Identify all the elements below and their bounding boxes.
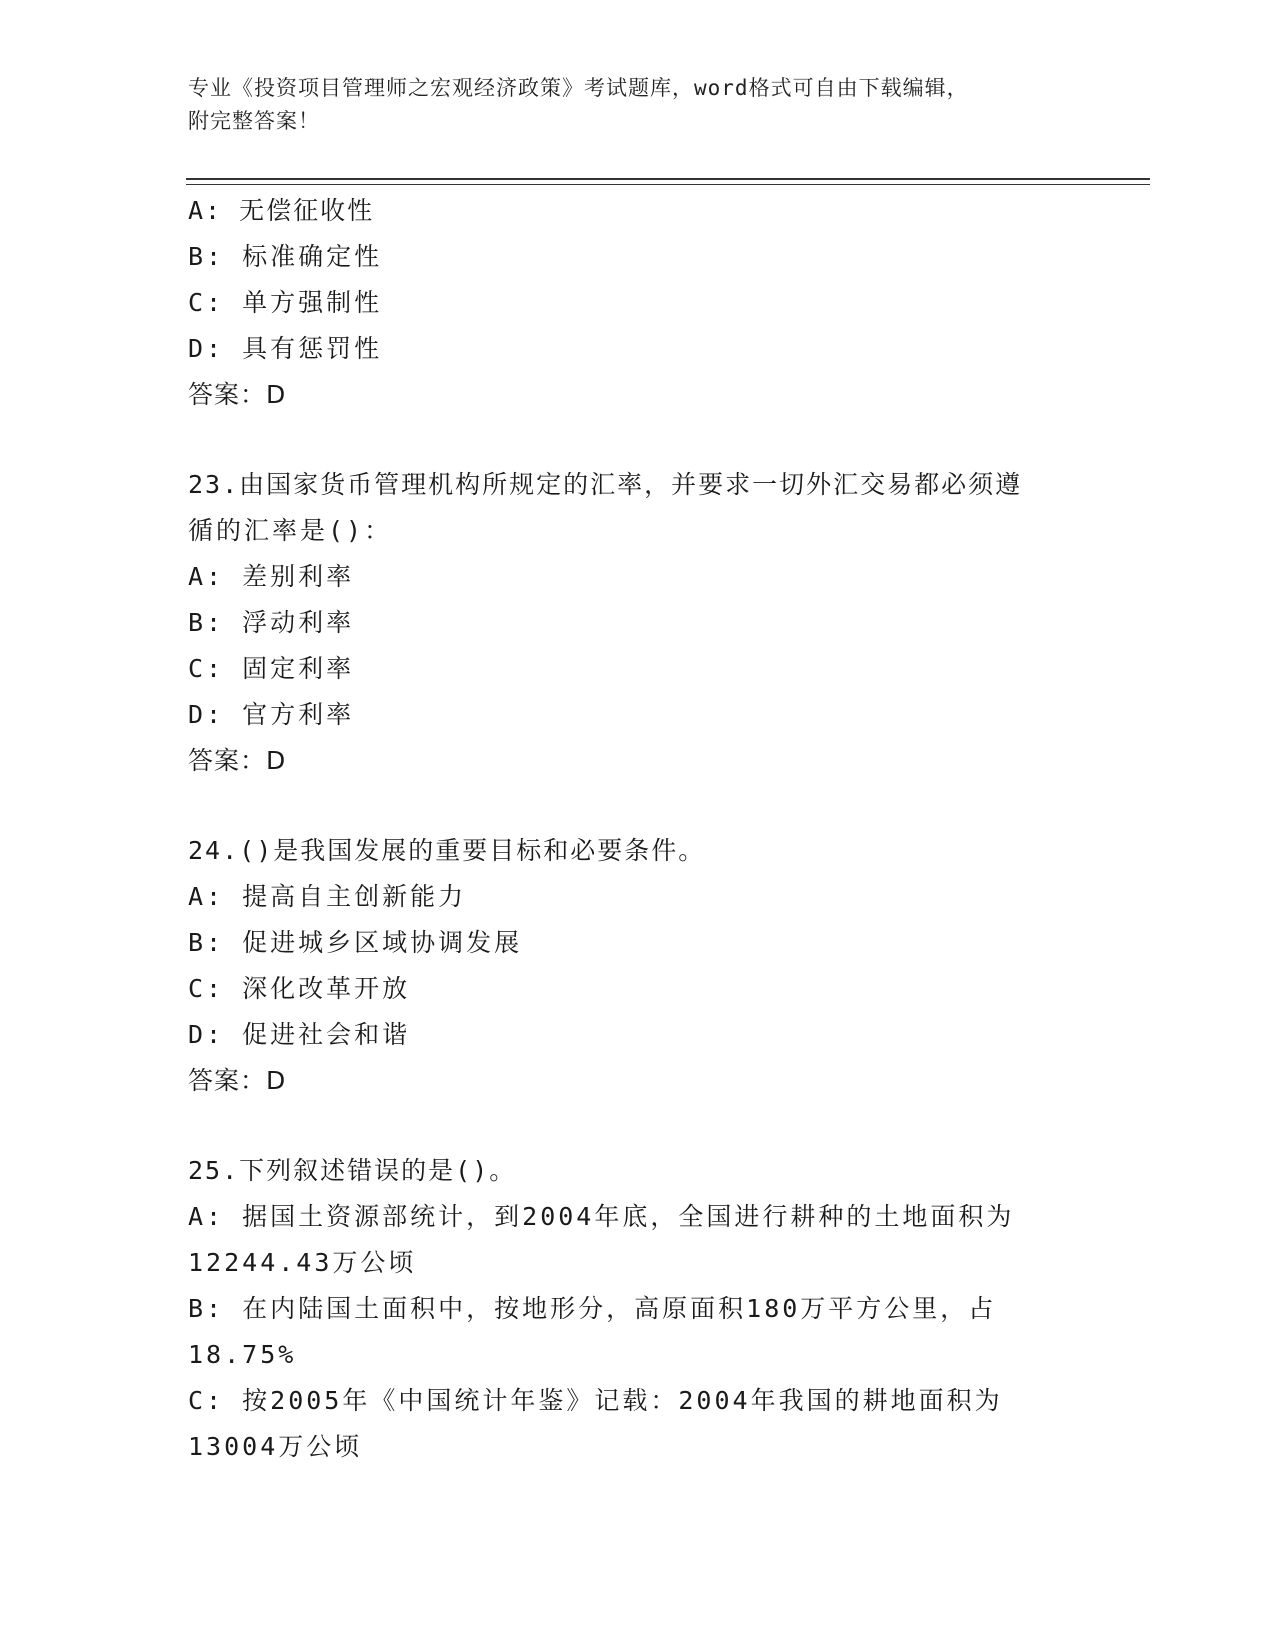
spacer [188,784,1088,828]
option-b: B: 促进城乡区域协调发展 [188,928,523,957]
question-25 [188,1148,1088,1470]
option-c-continued: 13004万公顷 [188,1432,363,1461]
question-stem-continued: 循的汇率是()： [188,516,393,545]
option-a: A: 提高自主创新能力 [188,882,467,911]
answer: 答案：D [188,1066,287,1095]
option-b-continued: 18.75% [188,1340,297,1369]
option-c: C: 单方强制性 [188,288,383,317]
spacer [188,1104,1088,1148]
document-header [188,72,1088,138]
spacer [188,418,1088,462]
option-b: B: 在内陆国土面积中，按地形分，高原面积180万平方公里，占 [188,1294,997,1323]
answer: 答案：D [188,746,287,775]
option-d: D: 官方利率 [188,700,355,729]
option-b: B: 浮动利率 [188,608,355,637]
option-a-continued: 12244.43万公顷 [188,1248,417,1277]
header-divider-thick [186,178,1150,180]
question-stem: 24.()是我国发展的重要目标和必要条件。 [188,836,706,865]
header-line-1: 专业《投资项目管理师之宏观经济政策》考试题库，word格式可自由下载编辑， [188,76,969,100]
option-c: C: 按2005年《中国统计年鉴》记载：2004年我国的耕地面积为 [188,1386,1003,1415]
header-line-2: 附完整答案！ [188,109,320,133]
question-24 [188,828,1088,1104]
question-stem: 25.下列叙述错误的是()。 [188,1156,517,1185]
option-b: B: 标准确定性 [188,242,383,271]
question-stem: 23.由国家货币管理机构所规定的汇率，并要求一切外汇交易都必须遵 [188,470,1023,499]
option-d: D: 具有惩罚性 [188,334,383,363]
question-22-options [188,188,1088,418]
option-c: C: 固定利率 [188,654,355,683]
question-list [188,188,1088,1470]
option-c: C: 深化改革开放 [188,974,411,1003]
option-a: A: 无偿征收性 [188,196,375,225]
header-divider-thin [186,184,1150,185]
answer: 答案：D [188,380,287,409]
option-a: A: 据国土资源部统计，到2004年底，全国进行耕种的土地面积为 [188,1202,1015,1231]
question-23 [188,462,1088,784]
option-a: A: 差别利率 [188,562,355,591]
option-d: D: 促进社会和谐 [188,1020,411,1049]
